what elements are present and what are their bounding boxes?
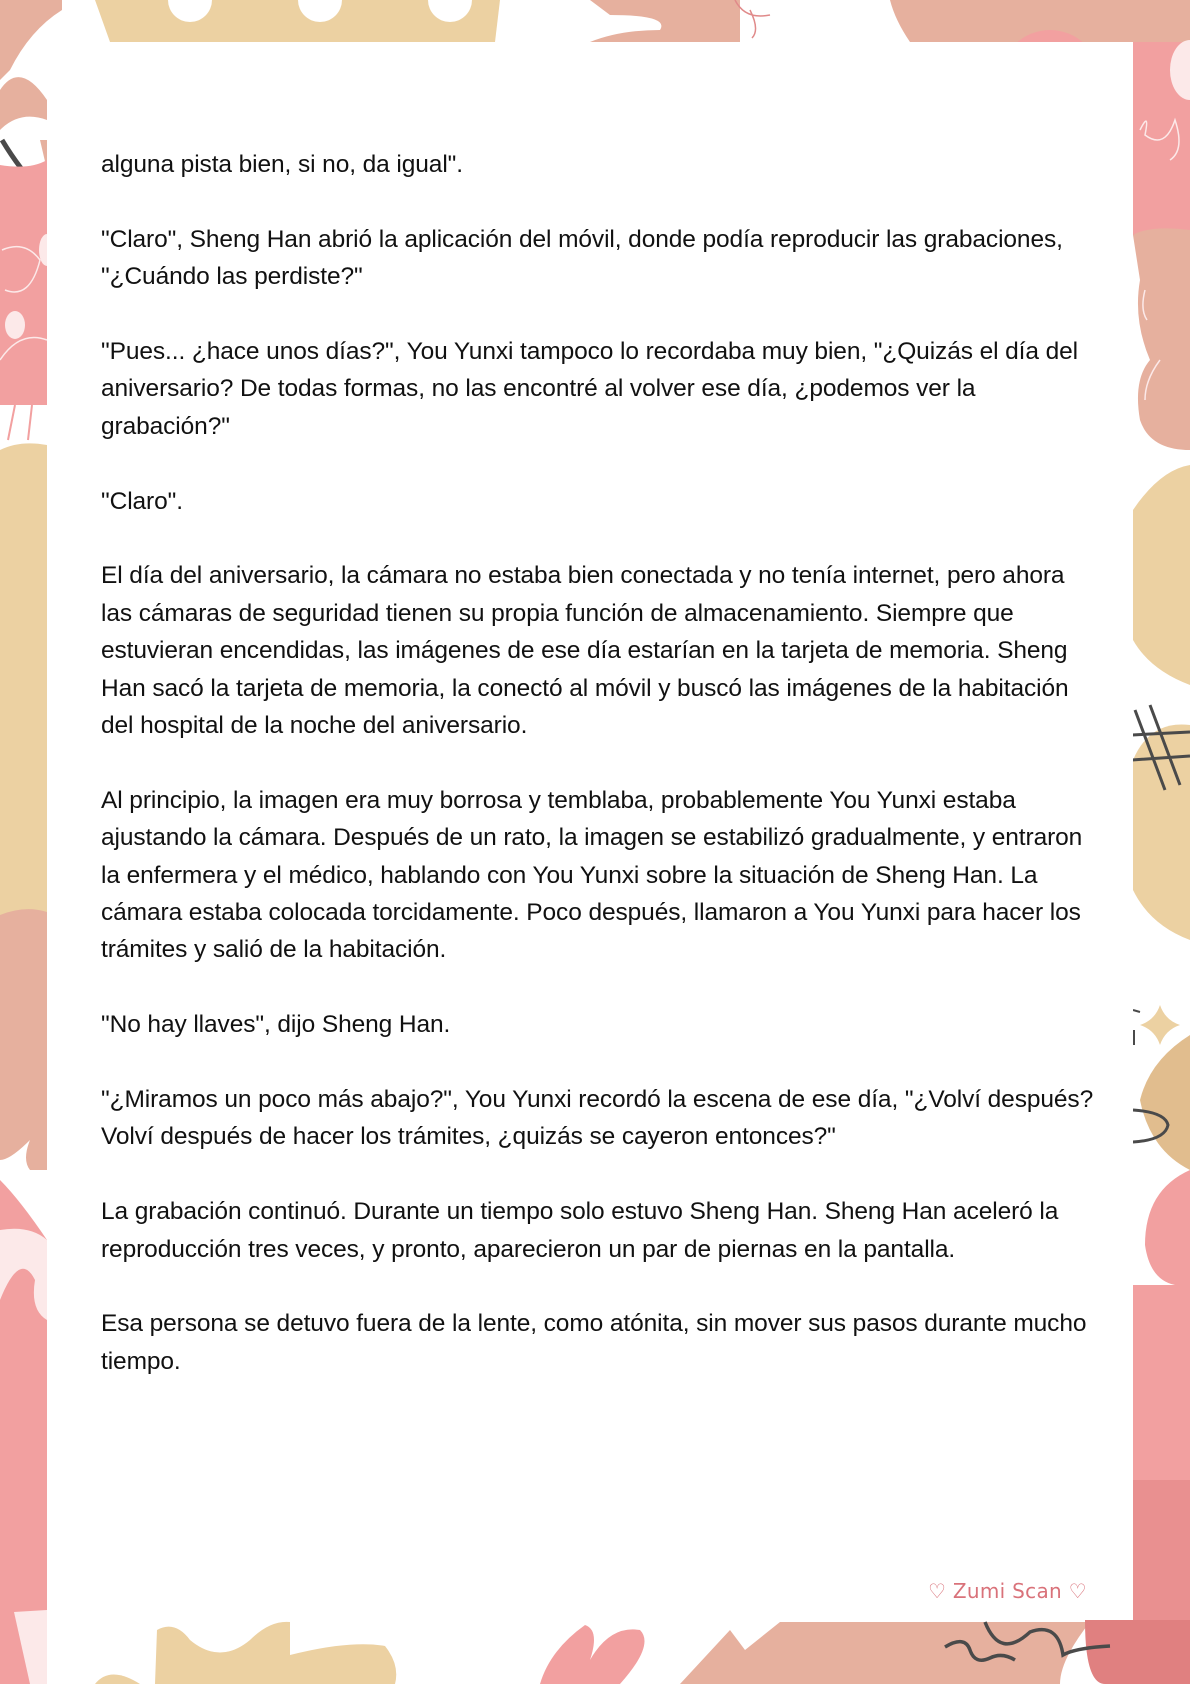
paragraph: Al principio, la imagen era muy borrosa y temblaba, probablemente You Yunxi estaba ajustando la cámara. Después de un rato, la imagen se estabilizó gradualmente, y entraron la enfermera y el médico, hablando con You Yunxi sobre la situación de Sheng Han. La cámara estaba colocada torcidamente. Poco después, llamaron a You Yunxi para hacer los trámites y salió de la habitación.	[101, 786, 1083, 964]
sand-shape-left	[0, 443, 47, 935]
watermark: ♡ Zumi Scan ♡	[928, 1579, 1087, 1603]
sparkle-icon	[1140, 1005, 1180, 1045]
peach-zigzag-bottom	[680, 1622, 900, 1684]
paragraph: La grabación continuó. Durante un tiempo solo estuvo Sheng Han. Sheng Han aceleró la reproducción tres veces, y pronto, aparecieron un par de piernas en la pantalla.	[101, 1198, 1059, 1263]
paragraph: "Pues... ¿hace unos días?", You Yunxi tampoco lo recordaba muy bien, "¿Quizás el día del aniversario? De todas formas, no las encontré al volver ese día, ¿podemos ver la grabación?"	[101, 338, 1079, 440]
pink-scribble-bottom	[540, 1625, 645, 1684]
paragraph: "¿Miramos un poco más abajo?", You Yunxi recordó la escena de ese día, "¿Volví después? Volví después de hacer los trámites, ¿quizás se cayeron entonces?"	[101, 1086, 1094, 1151]
peach-blob-top	[590, 0, 740, 42]
sand-blob-bottom	[155, 1622, 396, 1684]
document-body	[101, 146, 1101, 1418]
paragraph: El día del aniversario, la cámara no estaba bien conectada y no tenía internet, pero ahora las cámaras de seguridad tienen su propia función de almacenamiento. Siempre que estuvieran encendidas, las imágenes de ese día estarían en la tarjeta de memoria. Sheng Han sacó la tarjeta de memoria, la conectó al móvil y buscó las imágenes de la habitación del hospital de la noche del aniversario.	[101, 562, 1069, 740]
peach-blob-right	[1133, 228, 1190, 450]
paragraph: Esa persona se detuvo fuera de la lente, como atónita, sin mover sus pasos durante mucho tiempo.	[101, 1310, 1087, 1375]
paragraph: "Claro", Sheng Han abrió la aplicación del móvil, donde podía reproducir las grabaciones, "¿Cuándo las perdiste?"	[101, 225, 1063, 291]
sand-blob-right	[1133, 465, 1190, 685]
pink-shape-left	[0, 160, 47, 405]
paragraph: "No hay llaves", dijo Sheng Han.	[101, 1011, 451, 1039]
sand-circle-right	[1140, 1035, 1190, 1170]
paragraph: alguna pista bien, si no, da igual".	[101, 151, 463, 178]
paragraph: "Claro".	[101, 487, 183, 515]
peach-shape-left	[0, 909, 47, 1170]
